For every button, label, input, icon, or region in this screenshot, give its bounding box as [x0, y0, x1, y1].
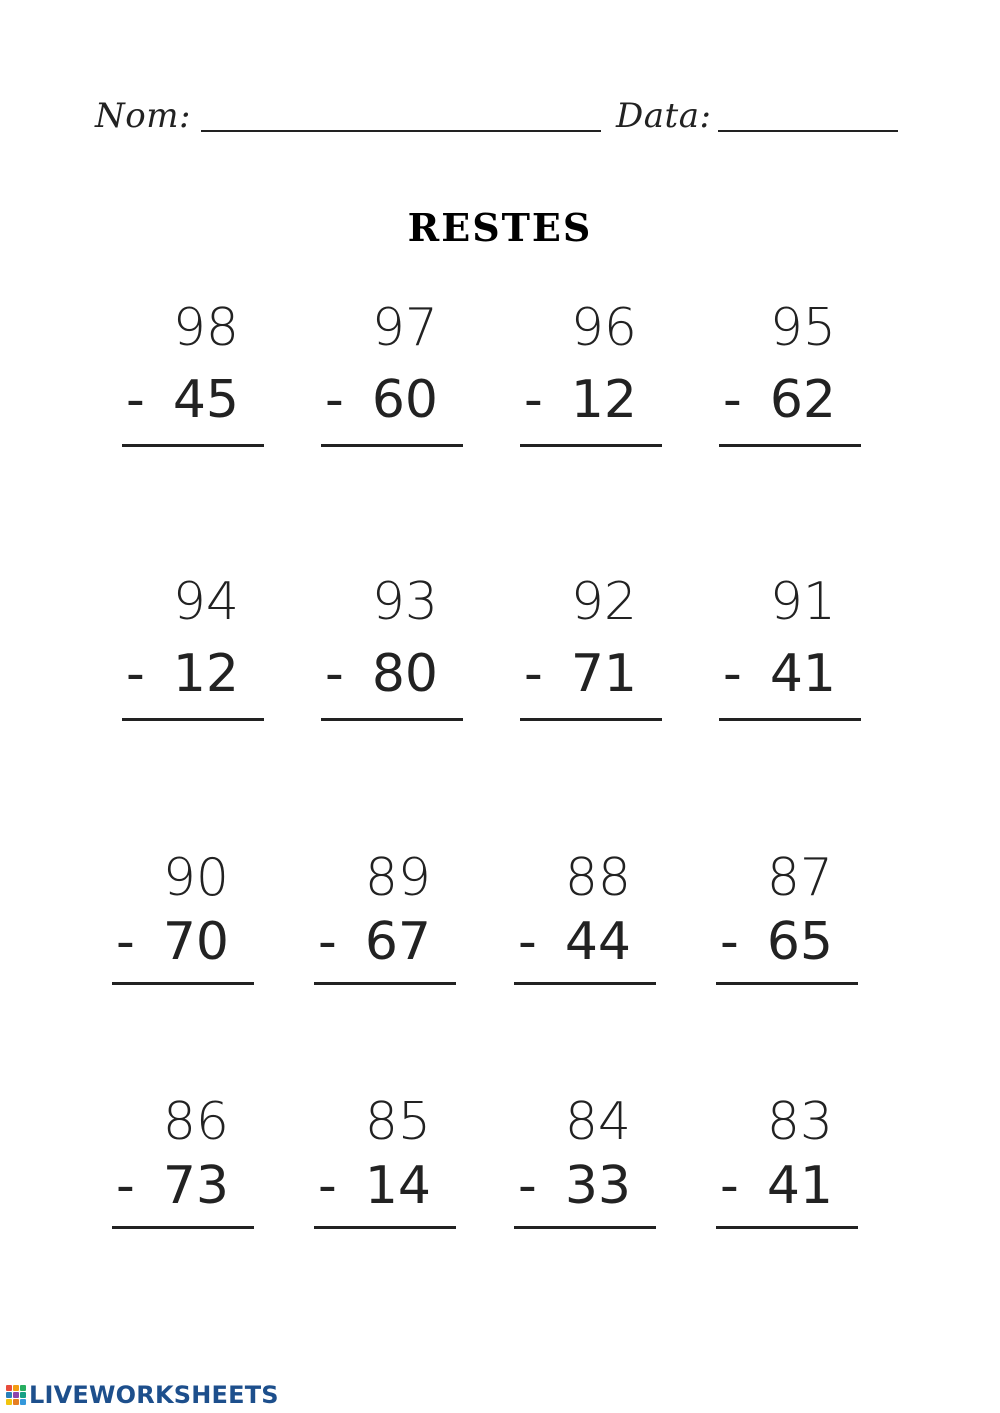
answer-line[interactable]: [520, 444, 662, 447]
answer-line[interactable]: [514, 982, 656, 985]
answer-line[interactable]: [321, 718, 463, 721]
logo-square: [6, 1399, 12, 1405]
subtraction-problem: [122, 298, 267, 438]
name-label: Nom:: [95, 96, 191, 136]
subtrahend: 70: [162, 912, 229, 972]
subtraction-problem: [716, 1092, 861, 1232]
minus-sign: -: [518, 1156, 537, 1216]
subtrahend-row: [112, 1156, 229, 1216]
answer-line[interactable]: [719, 444, 861, 447]
subtraction-problem: [719, 572, 864, 712]
subtraction-problem: [112, 848, 257, 988]
logo-square: [20, 1385, 26, 1391]
logo-square: [13, 1399, 19, 1405]
minuend: 89: [364, 848, 431, 908]
minus-sign: -: [518, 912, 537, 972]
subtraction-problem: [122, 572, 267, 712]
subtrahend: 41: [769, 644, 836, 704]
minuend: 98: [172, 298, 239, 358]
subtrahend-row: [520, 370, 637, 430]
date-field-line[interactable]: [718, 130, 898, 132]
minuend: 93: [371, 572, 438, 632]
footer-brand: [6, 1380, 279, 1410]
answer-line[interactable]: [122, 444, 264, 447]
answer-line[interactable]: [520, 718, 662, 721]
logo-square: [13, 1392, 19, 1398]
subtrahend-row: [719, 370, 836, 430]
answer-line[interactable]: [716, 982, 858, 985]
name-field-line[interactable]: [201, 130, 601, 132]
subtrahend-row: [314, 1156, 431, 1216]
subtrahend-row: [122, 370, 239, 430]
date-label: Data:: [616, 96, 712, 136]
subtraction-problem: [321, 298, 466, 438]
minus-sign: -: [325, 370, 344, 430]
answer-line[interactable]: [321, 444, 463, 447]
header: [95, 92, 905, 142]
subtrahend: 80: [371, 644, 438, 704]
minuend: 85: [364, 1092, 431, 1152]
logo-square: [6, 1385, 12, 1391]
subtraction-problem: [314, 1092, 459, 1232]
minuend: 88: [564, 848, 631, 908]
subtraction-problem: [716, 848, 861, 988]
minus-sign: -: [723, 370, 742, 430]
minuend: 86: [162, 1092, 229, 1152]
subtraction-problem: [514, 848, 659, 988]
minus-sign: -: [524, 370, 543, 430]
subtrahend: 41: [766, 1156, 833, 1216]
subtrahend-row: [520, 644, 637, 704]
subtrahend: 12: [172, 644, 239, 704]
minus-sign: -: [318, 1156, 337, 1216]
page-title: RESTES: [407, 205, 593, 250]
subtrahend: 12: [570, 370, 637, 430]
subtrahend-row: [514, 1156, 631, 1216]
footer-brand-text: LIVEWORKSHEETS: [29, 1381, 279, 1409]
minuend: 87: [766, 848, 833, 908]
answer-line[interactable]: [719, 718, 861, 721]
minus-sign: -: [116, 1156, 135, 1216]
subtrahend-row: [321, 644, 438, 704]
minus-sign: -: [720, 1156, 739, 1216]
answer-line[interactable]: [314, 1226, 456, 1229]
answer-line[interactable]: [122, 718, 264, 721]
subtraction-problem: [314, 848, 459, 988]
minus-sign: -: [116, 912, 135, 972]
logo-square: [6, 1392, 12, 1398]
subtrahend: 73: [162, 1156, 229, 1216]
logo-square: [20, 1392, 26, 1398]
subtrahend-row: [716, 912, 833, 972]
minuend: 97: [371, 298, 438, 358]
subtrahend: 60: [371, 370, 438, 430]
subtraction-problem: [719, 298, 864, 438]
minuend: 92: [570, 572, 637, 632]
minuend: 94: [172, 572, 239, 632]
minus-sign: -: [723, 644, 742, 704]
minus-sign: -: [126, 644, 145, 704]
subtrahend-row: [514, 912, 631, 972]
subtrahend: 45: [172, 370, 239, 430]
subtrahend: 33: [564, 1156, 631, 1216]
subtrahend: 14: [364, 1156, 431, 1216]
answer-line[interactable]: [514, 1226, 656, 1229]
subtrahend: 65: [766, 912, 833, 972]
subtrahend-row: [314, 912, 431, 972]
answer-line[interactable]: [112, 1226, 254, 1229]
subtraction-problem: [520, 298, 665, 438]
subtrahend-row: [716, 1156, 833, 1216]
minuend: 83: [766, 1092, 833, 1152]
subtrahend: 62: [769, 370, 836, 430]
minuend: 90: [162, 848, 229, 908]
answer-line[interactable]: [314, 982, 456, 985]
subtrahend: 44: [564, 912, 631, 972]
minus-sign: -: [318, 912, 337, 972]
minuend: 95: [769, 298, 836, 358]
answer-line[interactable]: [716, 1226, 858, 1229]
logo-square: [20, 1399, 26, 1405]
subtraction-problem: [514, 1092, 659, 1232]
minuend: 91: [769, 572, 836, 632]
liveworksheets-logo-icon: [6, 1385, 26, 1405]
minus-sign: -: [524, 644, 543, 704]
minus-sign: -: [720, 912, 739, 972]
subtrahend-row: [321, 370, 438, 430]
answer-line[interactable]: [112, 982, 254, 985]
subtrahend-row: [719, 644, 836, 704]
minuend: 84: [564, 1092, 631, 1152]
subtrahend-row: [122, 644, 239, 704]
subtraction-problem: [520, 572, 665, 712]
subtrahend-row: [112, 912, 229, 972]
logo-square: [13, 1385, 19, 1391]
subtrahend: 67: [364, 912, 431, 972]
subtrahend: 71: [570, 644, 637, 704]
subtraction-problem: [112, 1092, 257, 1232]
minus-sign: -: [126, 370, 145, 430]
minuend: 96: [570, 298, 637, 358]
minus-sign: -: [325, 644, 344, 704]
subtraction-problem: [321, 572, 466, 712]
